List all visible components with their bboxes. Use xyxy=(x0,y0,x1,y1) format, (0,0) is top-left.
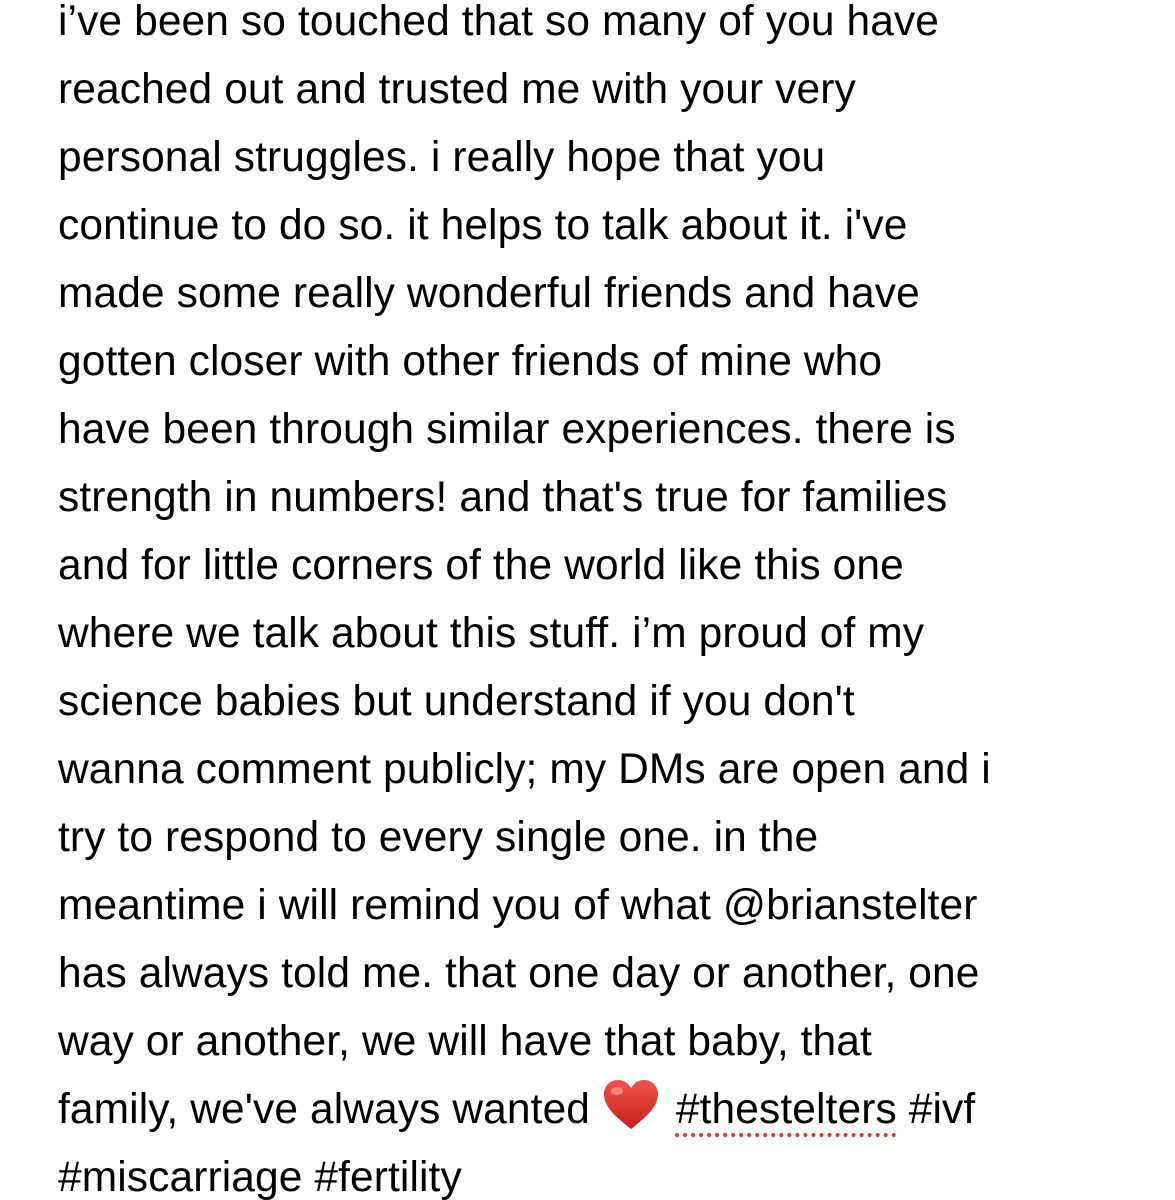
note-text-area[interactable] xyxy=(58,0,1158,1200)
note-line-7: have been through similar experiences. there is xyxy=(58,406,956,453)
note-line-9: and for little corners of the world like this one xyxy=(58,542,904,589)
hashtag-thestelters[interactable]: #thestelters xyxy=(675,1086,897,1133)
note-line-1: i’ve been so touched that so many of you have xyxy=(58,0,940,45)
note-line-3: personal struggles. i really hope that you xyxy=(58,134,826,181)
note-line-12: wanna comment publicly; my DMs are open and i xyxy=(58,746,991,793)
note-line-4: continue to do so. it helps to talk about it. i've xyxy=(58,202,908,249)
note-line-2: reached out and trusted me with your very xyxy=(58,66,856,113)
note-line-13: try to respond to every single one. in the xyxy=(58,814,819,861)
note-line-17 xyxy=(58,1076,1158,1144)
note-line-18: #miscarriage #fertility xyxy=(58,1154,462,1200)
note-line-5: made some really wonderful friends and have xyxy=(58,270,920,317)
note-line-10: where we talk about this stuff. i’m proud of my xyxy=(58,610,925,657)
note-line-8: strength in numbers! and that's true for families xyxy=(58,474,948,521)
note-line-14: meantime i will remind you of what @brianstelter xyxy=(58,882,978,929)
note-line-15: has always told me. that one day or another, one xyxy=(58,950,980,997)
note-line-11: science babies but understand if you don't xyxy=(58,678,855,725)
note-line-16: way or another, we will have that baby, that xyxy=(58,1018,872,1065)
red-heart-icon xyxy=(602,1079,660,1131)
note-line-6: gotten closer with other friends of mine who xyxy=(58,338,883,385)
note-line-17-text: family, we've always wanted xyxy=(58,1086,591,1133)
hashtag-ivf[interactable]: #ivf xyxy=(908,1086,976,1133)
